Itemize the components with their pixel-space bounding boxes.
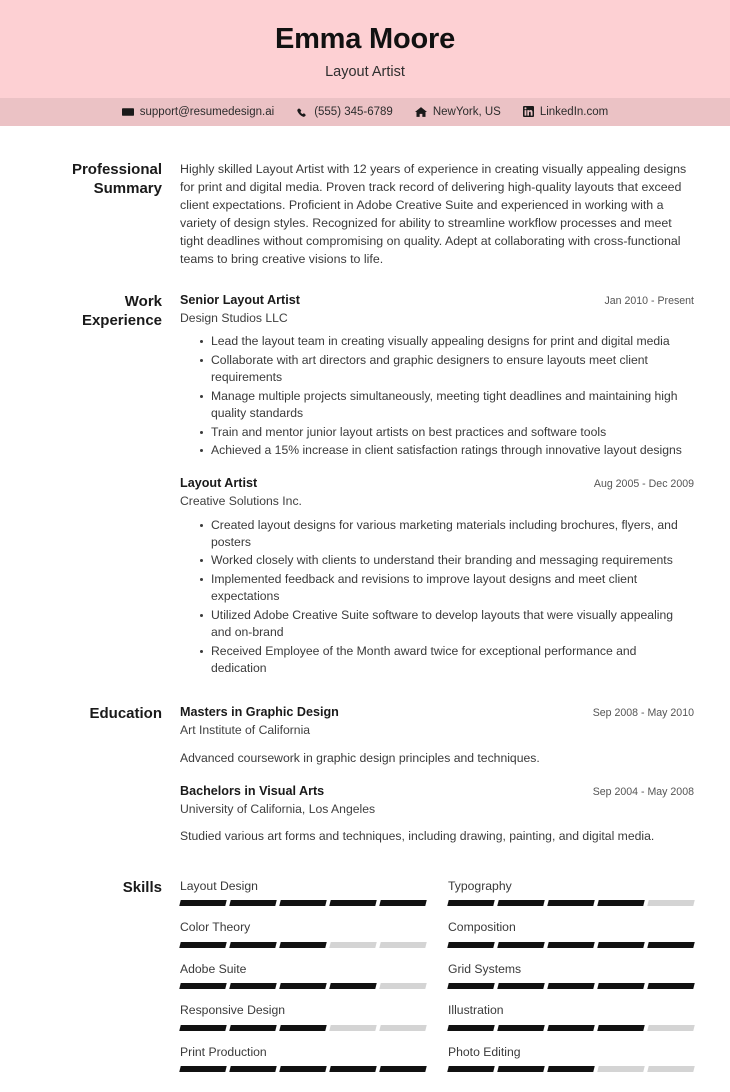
experience-label-line2: Experience — [81, 312, 162, 330]
skill-level-bar — [448, 1066, 694, 1072]
skill-name: Composition — [448, 920, 516, 935]
experience-bullets — [180, 517, 694, 678]
skill-level-pip — [497, 1066, 544, 1072]
resume-header — [0, 0, 730, 98]
education-degree: Bachelors in Visual Arts — [180, 784, 325, 799]
skill-name: Illustration — [448, 1003, 504, 1018]
skill-name: Adobe Suite — [180, 961, 247, 976]
skill-level-pip — [229, 983, 276, 989]
skill-level-pip — [497, 983, 544, 989]
linkedin-icon — [523, 106, 534, 117]
skill-level-pip — [279, 1025, 326, 1031]
experience-entry — [180, 292, 694, 459]
education-list — [180, 704, 694, 846]
experience-bullet: Created layout designs for various marketing materials including brochures, flyers, and posters — [200, 517, 694, 552]
experience-role: Layout Artist — [180, 476, 258, 491]
education-entry — [180, 704, 694, 767]
skill-level-pip — [497, 1025, 544, 1031]
section-heading-experience — [30, 292, 180, 678]
skill-level-pip — [279, 942, 326, 948]
education-degree: Masters in Graphic Design — [180, 705, 339, 720]
skill-level-bar — [180, 1025, 426, 1031]
phone-icon — [296, 106, 308, 118]
skill-level-pip — [179, 1025, 226, 1031]
contact-phone-text: (555) 345-6789 — [314, 105, 393, 118]
skills-grid — [180, 878, 694, 1072]
skill-level-pip — [329, 1066, 376, 1072]
skill-level-pip — [497, 942, 544, 948]
education-section — [0, 704, 730, 846]
skill-item — [448, 1002, 694, 1030]
summary-body — [180, 160, 694, 269]
skill-name: Typography — [448, 878, 512, 893]
skill-item — [448, 919, 694, 947]
skill-level-pip — [379, 983, 426, 989]
skill-level-bar — [180, 942, 426, 948]
skill-level-pip — [597, 983, 644, 989]
skill-level-pip — [597, 1025, 644, 1031]
skill-level-pip — [329, 983, 376, 989]
experience-label-line1: Work — [124, 293, 162, 311]
skill-level-pip — [329, 942, 376, 948]
skill-level-pip — [179, 900, 226, 906]
education-date: Sep 2008 - May 2010 — [592, 707, 694, 720]
experience-bullet: Achieved a 15% increase in client satisfaction ratings through innovative layout designs — [200, 442, 694, 459]
education-description: Studied various art forms and techniques, including drawing, painting, and digital media. — [180, 829, 655, 844]
job-title: Layout Artist — [325, 63, 405, 80]
skills-body — [180, 878, 694, 1072]
skill-item — [448, 961, 694, 989]
skill-level-bar — [180, 983, 426, 989]
skill-level-pip — [379, 900, 426, 906]
skill-level-pip — [229, 1025, 276, 1031]
skill-level-pip — [447, 1025, 494, 1031]
section-heading-summary — [30, 160, 180, 269]
skill-level-bar — [448, 983, 694, 989]
experience-list — [180, 292, 694, 678]
contact-bar — [0, 98, 730, 126]
experience-role: Senior Layout Artist — [180, 293, 300, 308]
skill-name: Layout Design — [180, 878, 258, 893]
skill-level-pip — [597, 900, 644, 906]
experience-company: Creative Solutions Inc. — [180, 494, 302, 509]
skill-level-pip — [379, 942, 426, 948]
experience-date: Aug 2005 - Dec 2009 — [593, 478, 694, 491]
skill-name: Print Production — [180, 1044, 267, 1059]
experience-bullet: Lead the layout team in creating visually appealing designs for print and digital media — [200, 333, 694, 350]
skill-level-pip — [647, 983, 694, 989]
skill-item — [180, 878, 426, 906]
skills-section — [0, 878, 730, 1092]
skill-level-pip — [447, 942, 494, 948]
skill-level-pip — [279, 983, 326, 989]
skill-level-bar — [448, 1025, 694, 1031]
skill-level-pip — [647, 900, 694, 906]
skill-level-pip — [229, 1066, 276, 1072]
skill-name: Color Theory — [180, 920, 251, 935]
skill-name: Grid Systems — [448, 961, 522, 976]
professional-summary-section — [0, 160, 730, 269]
contact-email[interactable] — [122, 106, 274, 118]
skill-level-pip — [279, 1066, 326, 1072]
skill-level-pip — [447, 1066, 494, 1072]
experience-bullet: Worked closely with clients to understand their branding and messaging requirements — [200, 552, 694, 569]
experience-bullet: Utilized Adobe Creative Suite software to develop layouts that were visually appealing and on-brand — [200, 607, 694, 642]
envelope-icon — [122, 106, 134, 118]
experience-bullets — [180, 333, 694, 459]
skill-level-pip — [597, 942, 644, 948]
experience-entry — [180, 475, 694, 677]
experience-bullet: Implemented feedback and revisions to improve layout designs and meet client expectations — [200, 571, 694, 606]
skill-item — [448, 878, 694, 906]
skill-level-pip — [179, 942, 226, 948]
experience-entry-head — [180, 475, 694, 492]
skill-level-pip — [379, 1066, 426, 1072]
skill-level-pip — [497, 900, 544, 906]
experience-bullet: Manage multiple projects simultaneously, meeting tight deadlines and maintaining high quality standards — [200, 388, 694, 423]
skill-level-bar — [180, 900, 426, 906]
skill-item — [180, 919, 426, 947]
skill-item — [180, 1044, 426, 1072]
skill-level-pip — [329, 900, 376, 906]
skill-level-pip — [279, 900, 326, 906]
skill-level-bar — [180, 1066, 426, 1072]
education-entry-head — [180, 704, 694, 721]
skill-level-pip — [547, 942, 594, 948]
skill-level-pip — [379, 1025, 426, 1031]
skill-level-pip — [647, 1066, 694, 1072]
education-school: Art Institute of California — [180, 723, 311, 738]
work-experience-section — [0, 292, 730, 678]
section-heading-skills: Skills — [122, 878, 162, 896]
skill-level-pip — [179, 1066, 226, 1072]
skill-name: Responsive Design — [180, 1003, 286, 1018]
skill-level-pip — [547, 1025, 594, 1031]
page-title: Emma Moore — [274, 23, 456, 55]
skill-level-pip — [329, 1025, 376, 1031]
experience-bullet: Train and mentor junior layout artists on best practices and software tools — [200, 424, 694, 441]
education-entry-head — [180, 783, 694, 800]
contact-location-text: NewYork, US — [432, 105, 501, 118]
skill-item — [448, 1044, 694, 1072]
education-date: Sep 2004 - May 2008 — [592, 786, 694, 799]
experience-bullet: Received Employee of the Month award twice for exceptional performance and dedication — [200, 643, 694, 678]
skill-level-bar — [448, 942, 694, 948]
section-heading-education: Education — [89, 705, 162, 723]
education-school: University of California, Los Angeles — [180, 802, 376, 817]
contact-phone[interactable] — [296, 106, 393, 118]
experience-entry-head — [180, 292, 694, 309]
summary-label-line2: Summary — [93, 179, 162, 197]
skill-level-bar — [448, 900, 694, 906]
summary-text: Highly skilled Layout Artist with 12 years of experience in creating visually appealing designs for print and digital media. Proven track record of delivering high-quality layouts that exceed client expectations. Proficient in Adobe Creative Suite and experienced in working with a variety of design styles. Recognized for ability to streamline workflow processes and meet tight deadlines without compromising on quality. Adept at collaborating with cross-functional teams to bring creative visions to life. — [180, 161, 687, 267]
contact-linkedin-text: LinkedIn.com — [539, 105, 609, 118]
skill-level-pip — [647, 942, 694, 948]
education-entry — [180, 783, 694, 846]
contact-linkedin[interactable] — [523, 106, 608, 118]
home-icon — [415, 106, 427, 118]
experience-date: Jan 2010 - Present — [604, 295, 694, 308]
education-description: Advanced coursework in graphic design principles and techniques. — [180, 750, 540, 765]
skill-level-pip — [447, 983, 494, 989]
skill-level-pip — [547, 1066, 594, 1072]
skill-level-pip — [547, 983, 594, 989]
skill-level-pip — [647, 1025, 694, 1031]
experience-bullet: Collaborate with art directors and graphic designers to ensure layouts meet client requirements — [200, 352, 694, 387]
summary-label-line1: Professional — [71, 160, 162, 178]
skill-item — [180, 1002, 426, 1030]
skill-level-pip — [229, 900, 276, 906]
skill-level-pip — [597, 1066, 644, 1072]
skill-level-pip — [229, 942, 276, 948]
experience-company: Design Studios LLC — [180, 311, 288, 326]
skill-name: Photo Editing — [448, 1044, 521, 1059]
skill-level-pip — [179, 983, 226, 989]
contact-location[interactable] — [415, 106, 501, 118]
skill-level-pip — [547, 900, 594, 906]
contact-email-text: support@resumedesign.ai — [139, 105, 275, 118]
skill-item — [180, 961, 426, 989]
skill-level-pip — [447, 900, 494, 906]
